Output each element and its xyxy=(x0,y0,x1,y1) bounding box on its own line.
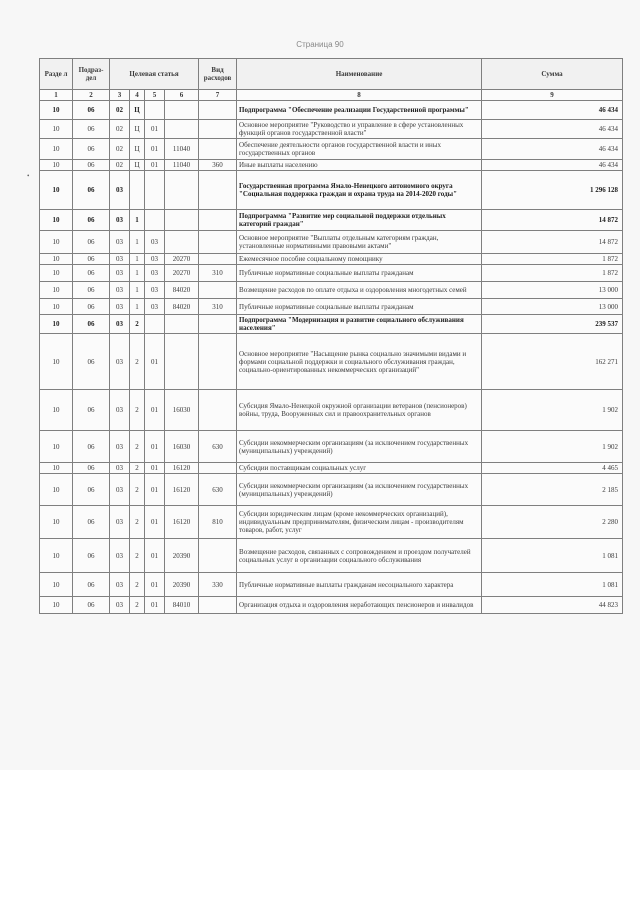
cell-name: Подпрограмма "Модернизация и развитие социального обслуживания населения" xyxy=(237,315,482,334)
cell-direction: 20390 xyxy=(165,573,199,597)
cell-podrazdel: 06 xyxy=(73,299,110,315)
cell-program: 03 xyxy=(110,573,130,597)
cell-expense-type: 310 xyxy=(199,299,237,315)
cell-razdel: 10 xyxy=(40,254,73,265)
column-number: 3 xyxy=(110,90,130,101)
column-number: 7 xyxy=(199,90,237,101)
cell-sum: 4 465 xyxy=(482,463,623,474)
cell-podrazdel: 06 xyxy=(73,160,110,171)
cell-program: 03 xyxy=(110,265,130,282)
table-row xyxy=(40,265,623,282)
column-number: 5 xyxy=(145,90,165,101)
table-row xyxy=(40,597,623,614)
cell-name: Организация отдыха и оздоровления неработающих пенсионеров и инвалидов xyxy=(237,597,482,614)
cell-podrazdel: 06 xyxy=(73,390,110,431)
cell-podrazdel: 06 xyxy=(73,254,110,265)
header-razdel: Разде л xyxy=(40,59,73,90)
cell-razdel: 10 xyxy=(40,539,73,573)
cell-activity: 01 xyxy=(145,539,165,573)
cell-name: Субсидии юридическим лицам (кроме некоммерческих организаций), индивидуальным предпринимателям, физическим лицам - производителям товаров, работ, услуг xyxy=(237,506,482,539)
cell-subprogram: 1 xyxy=(130,282,145,299)
cell-name: Публичные нормативные социальные выплаты гражданам xyxy=(237,299,482,315)
cell-activity: 01 xyxy=(145,139,165,160)
cell-razdel: 10 xyxy=(40,334,73,390)
cell-direction: 16120 xyxy=(165,474,199,506)
cell-direction: 20270 xyxy=(165,265,199,282)
cell-direction: 11040 xyxy=(165,160,199,171)
cell-program: 03 xyxy=(110,315,130,334)
cell-razdel: 10 xyxy=(40,463,73,474)
cell-direction: 11040 xyxy=(165,139,199,160)
cell-program: 03 xyxy=(110,474,130,506)
cell-subprogram: 1 xyxy=(130,299,145,315)
cell-activity xyxy=(145,315,165,334)
table-row xyxy=(40,120,623,139)
cell-razdel: 10 xyxy=(40,265,73,282)
cell-subprogram: 1 xyxy=(130,265,145,282)
cell-sum: 14 872 xyxy=(482,210,623,231)
cell-podrazdel: 06 xyxy=(73,120,110,139)
cell-subprogram: Ц xyxy=(130,160,145,171)
table-row xyxy=(40,210,623,231)
cell-activity: 01 xyxy=(145,390,165,431)
cell-activity: 03 xyxy=(145,265,165,282)
cell-expense-type: 630 xyxy=(199,431,237,463)
table-row xyxy=(40,282,623,299)
cell-activity: 01 xyxy=(145,463,165,474)
cell-sum: 46 434 xyxy=(482,120,623,139)
cell-activity: 03 xyxy=(145,231,165,254)
cell-razdel: 10 xyxy=(40,101,73,120)
cell-name: Подпрограмма "Обеспечение реализации Государственной программы" xyxy=(237,101,482,120)
cell-activity: 03 xyxy=(145,299,165,315)
table-row xyxy=(40,171,623,210)
cell-name: Государственная программа Ямало-Ненецкого автономного округа "Социальная поддержка граждан и охрана труда на 2014-2020 годы" xyxy=(237,171,482,210)
cell-podrazdel: 06 xyxy=(73,506,110,539)
cell-subprogram: 2 xyxy=(130,334,145,390)
cell-activity: 01 xyxy=(145,334,165,390)
cell-program: 03 xyxy=(110,506,130,539)
cell-podrazdel: 06 xyxy=(73,334,110,390)
cell-program: 02 xyxy=(110,139,130,160)
cell-podrazdel: 06 xyxy=(73,463,110,474)
cell-sum: 14 872 xyxy=(482,231,623,254)
cell-activity: 03 xyxy=(145,254,165,265)
cell-expense-type xyxy=(199,254,237,265)
header-podrazdel: Подраз- дел xyxy=(73,59,110,90)
cell-sum: 1 081 xyxy=(482,573,623,597)
cell-podrazdel: 06 xyxy=(73,597,110,614)
cell-sum: 1 902 xyxy=(482,390,623,431)
cell-sum: 13 000 xyxy=(482,299,623,315)
cell-direction: 16030 xyxy=(165,390,199,431)
cell-expense-type xyxy=(199,210,237,231)
cell-expense-type xyxy=(199,597,237,614)
cell-sum: 44 823 xyxy=(482,597,623,614)
column-number: 8 xyxy=(237,90,482,101)
cell-activity: 01 xyxy=(145,573,165,597)
table-row xyxy=(40,231,623,254)
header-name: Наименование xyxy=(237,59,482,90)
table-row xyxy=(40,334,623,390)
cell-sum: 13 000 xyxy=(482,282,623,299)
cell-subprogram: 2 xyxy=(130,474,145,506)
column-number-row xyxy=(40,90,623,101)
cell-direction: 84010 xyxy=(165,597,199,614)
table-row xyxy=(40,315,623,334)
column-number: 6 xyxy=(165,90,199,101)
cell-subprogram: 1 xyxy=(130,254,145,265)
cell-direction xyxy=(165,231,199,254)
cell-razdel: 10 xyxy=(40,506,73,539)
table-row xyxy=(40,101,623,120)
cell-expense-type xyxy=(199,231,237,254)
cell-subprogram: 1 xyxy=(130,210,145,231)
cell-direction xyxy=(165,334,199,390)
cell-name: Субсидии некоммерческим организациям (за исключением государственных (муниципальных) учреждений) xyxy=(237,431,482,463)
cell-name: Подпрограмма "Развитие мер социальной поддержки отдельных категорий граждан" xyxy=(237,210,482,231)
table-header-row xyxy=(40,59,623,90)
cell-program: 03 xyxy=(110,539,130,573)
cell-name: Возмещение расходов, связанных с сопровождением и проездом получателей социальных услуг в организации социального обслуживания xyxy=(237,539,482,573)
cell-sum: 162 271 xyxy=(482,334,623,390)
table-row xyxy=(40,299,623,315)
table-row xyxy=(40,254,623,265)
cell-sum: 2 185 xyxy=(482,474,623,506)
cell-podrazdel: 06 xyxy=(73,139,110,160)
cell-program: 03 xyxy=(110,597,130,614)
cell-sum: 1 902 xyxy=(482,431,623,463)
cell-subprogram: 1 xyxy=(130,231,145,254)
cell-subprogram: 2 xyxy=(130,315,145,334)
cell-activity: 01 xyxy=(145,506,165,539)
cell-program: 03 xyxy=(110,282,130,299)
table-row xyxy=(40,139,623,160)
cell-sum: 1 081 xyxy=(482,539,623,573)
header-expense-type: Вид расходов xyxy=(199,59,237,90)
cell-podrazdel: 06 xyxy=(73,573,110,597)
cell-program: 03 xyxy=(110,171,130,210)
cell-razdel: 10 xyxy=(40,315,73,334)
table-row xyxy=(40,573,623,597)
cell-razdel: 10 xyxy=(40,139,73,160)
cell-direction xyxy=(165,171,199,210)
cell-podrazdel: 06 xyxy=(73,431,110,463)
column-number: 4 xyxy=(130,90,145,101)
cell-expense-type xyxy=(199,463,237,474)
cell-activity xyxy=(145,171,165,210)
cell-sum: 239 537 xyxy=(482,315,623,334)
table-row xyxy=(40,463,623,474)
cell-sum: 46 434 xyxy=(482,160,623,171)
cell-program: 03 xyxy=(110,390,130,431)
cell-activity xyxy=(145,101,165,120)
cell-name: Основное мероприятие "Выплаты отдельным категориям граждан, установленные нормативными правовыми актами" xyxy=(237,231,482,254)
cell-activity: 01 xyxy=(145,431,165,463)
cell-program: 03 xyxy=(110,463,130,474)
cell-razdel: 10 xyxy=(40,282,73,299)
cell-program: 03 xyxy=(110,299,130,315)
cell-subprogram: 2 xyxy=(130,463,145,474)
budget-table xyxy=(39,58,623,614)
cell-subprogram: Ц xyxy=(130,120,145,139)
cell-subprogram: 2 xyxy=(130,506,145,539)
cell-name: Публичные нормативные выплаты гражданам несоциального характера xyxy=(237,573,482,597)
cell-direction xyxy=(165,120,199,139)
cell-razdel: 10 xyxy=(40,210,73,231)
column-number: 1 xyxy=(40,90,73,101)
page-number: Страница 90 xyxy=(296,40,344,49)
cell-podrazdel: 06 xyxy=(73,474,110,506)
cell-program: 03 xyxy=(110,254,130,265)
cell-podrazdel: 06 xyxy=(73,210,110,231)
cell-name: Ежемесячное пособие социальному помощнику xyxy=(237,254,482,265)
cell-sum: 1 296 128 xyxy=(482,171,623,210)
cell-expense-type xyxy=(199,282,237,299)
cell-program: 02 xyxy=(110,160,130,171)
cell-direction: 16120 xyxy=(165,463,199,474)
cell-razdel: 10 xyxy=(40,597,73,614)
cell-activity: 01 xyxy=(145,160,165,171)
cell-name: Субсидия Ямало-Ненецкой окружной организации ветеранов (пенсионеров) войны, труда, Вооруженных сил и правоохранительных органов xyxy=(237,390,482,431)
table-row xyxy=(40,431,623,463)
cell-activity: 01 xyxy=(145,474,165,506)
cell-name: Обеспечение деятельности органов государственной власти и иных государственных органов xyxy=(237,139,482,160)
cell-razdel: 10 xyxy=(40,231,73,254)
column-number: 2 xyxy=(73,90,110,101)
cell-program: 03 xyxy=(110,431,130,463)
table-row xyxy=(40,390,623,431)
cell-expense-type xyxy=(199,315,237,334)
cell-sum: 2 280 xyxy=(482,506,623,539)
cell-sum: 1 872 xyxy=(482,254,623,265)
column-number: 9 xyxy=(482,90,623,101)
cell-expense-type xyxy=(199,334,237,390)
cell-podrazdel: 06 xyxy=(73,539,110,573)
cell-name: Основное мероприятие "Насыщение рынка социально значимыми видами и формами социальной поддержки и социального обслуживания граждан, социально-ориентированных некоммерческих организаций" xyxy=(237,334,482,390)
cell-expense-type xyxy=(199,120,237,139)
cell-program: 03 xyxy=(110,231,130,254)
cell-razdel: 10 xyxy=(40,390,73,431)
cell-expense-type: 310 xyxy=(199,265,237,282)
cell-podrazdel: 06 xyxy=(73,282,110,299)
cell-expense-type xyxy=(199,139,237,160)
cell-subprogram: 2 xyxy=(130,573,145,597)
cell-razdel: 10 xyxy=(40,120,73,139)
cell-name: Публичные нормативные социальные выплаты гражданам xyxy=(237,265,482,282)
cell-subprogram: 2 xyxy=(130,597,145,614)
table-row xyxy=(40,539,623,573)
cell-name: Основное мероприятие "Руководство и управление в сфере установленных функций органов государственной власти" xyxy=(237,120,482,139)
cell-sum: 46 434 xyxy=(482,101,623,120)
cell-razdel: 10 xyxy=(40,431,73,463)
cell-activity: 01 xyxy=(145,597,165,614)
cell-direction: 84020 xyxy=(165,299,199,315)
margin-mark: • xyxy=(27,172,30,180)
cell-name: Субсидии поставщикам социальных услуг xyxy=(237,463,482,474)
cell-direction: 16030 xyxy=(165,431,199,463)
cell-sum: 1 872 xyxy=(482,265,623,282)
cell-program: 02 xyxy=(110,120,130,139)
cell-program: 02 xyxy=(110,101,130,120)
cell-direction: 20390 xyxy=(165,539,199,573)
cell-podrazdel: 06 xyxy=(73,101,110,120)
cell-activity: 03 xyxy=(145,282,165,299)
cell-direction: 84020 xyxy=(165,282,199,299)
cell-name: Субсидии некоммерческим организациям (за исключением государственных (муниципальных) учреждений) xyxy=(237,474,482,506)
cell-expense-type: 630 xyxy=(199,474,237,506)
cell-expense-type xyxy=(199,171,237,210)
header-sum: Сумма xyxy=(482,59,623,90)
cell-expense-type xyxy=(199,390,237,431)
cell-direction xyxy=(165,210,199,231)
cell-subprogram xyxy=(130,171,145,210)
cell-subprogram: Ц xyxy=(130,139,145,160)
cell-activity xyxy=(145,210,165,231)
cell-expense-type xyxy=(199,539,237,573)
cell-expense-type: 360 xyxy=(199,160,237,171)
table-row xyxy=(40,474,623,506)
cell-razdel: 10 xyxy=(40,171,73,210)
table-row xyxy=(40,506,623,539)
cell-razdel: 10 xyxy=(40,474,73,506)
cell-subprogram: 2 xyxy=(130,431,145,463)
cell-subprogram: Ц xyxy=(130,101,145,120)
cell-program: 03 xyxy=(110,334,130,390)
cell-expense-type xyxy=(199,101,237,120)
cell-program: 03 xyxy=(110,210,130,231)
cell-sum: 46 434 xyxy=(482,139,623,160)
cell-direction: 16120 xyxy=(165,506,199,539)
header-target-article: Целевая статья xyxy=(110,59,199,90)
cell-razdel: 10 xyxy=(40,299,73,315)
cell-razdel: 10 xyxy=(40,160,73,171)
cell-podrazdel: 06 xyxy=(73,265,110,282)
table-row xyxy=(40,160,623,171)
table-body xyxy=(40,101,623,614)
cell-subprogram: 2 xyxy=(130,390,145,431)
cell-podrazdel: 06 xyxy=(73,171,110,210)
cell-direction: 20270 xyxy=(165,254,199,265)
cell-subprogram: 2 xyxy=(130,539,145,573)
cell-direction xyxy=(165,315,199,334)
cell-podrazdel: 06 xyxy=(73,315,110,334)
cell-expense-type: 330 xyxy=(199,573,237,597)
cell-podrazdel: 06 xyxy=(73,231,110,254)
cell-razdel: 10 xyxy=(40,573,73,597)
cell-activity: 01 xyxy=(145,120,165,139)
cell-expense-type: 810 xyxy=(199,506,237,539)
cell-name: Возмещение расходов по оплате отдыха и оздоровления многодетных семей xyxy=(237,282,482,299)
cell-name: Иные выплаты населению xyxy=(237,160,482,171)
cell-direction xyxy=(165,101,199,120)
